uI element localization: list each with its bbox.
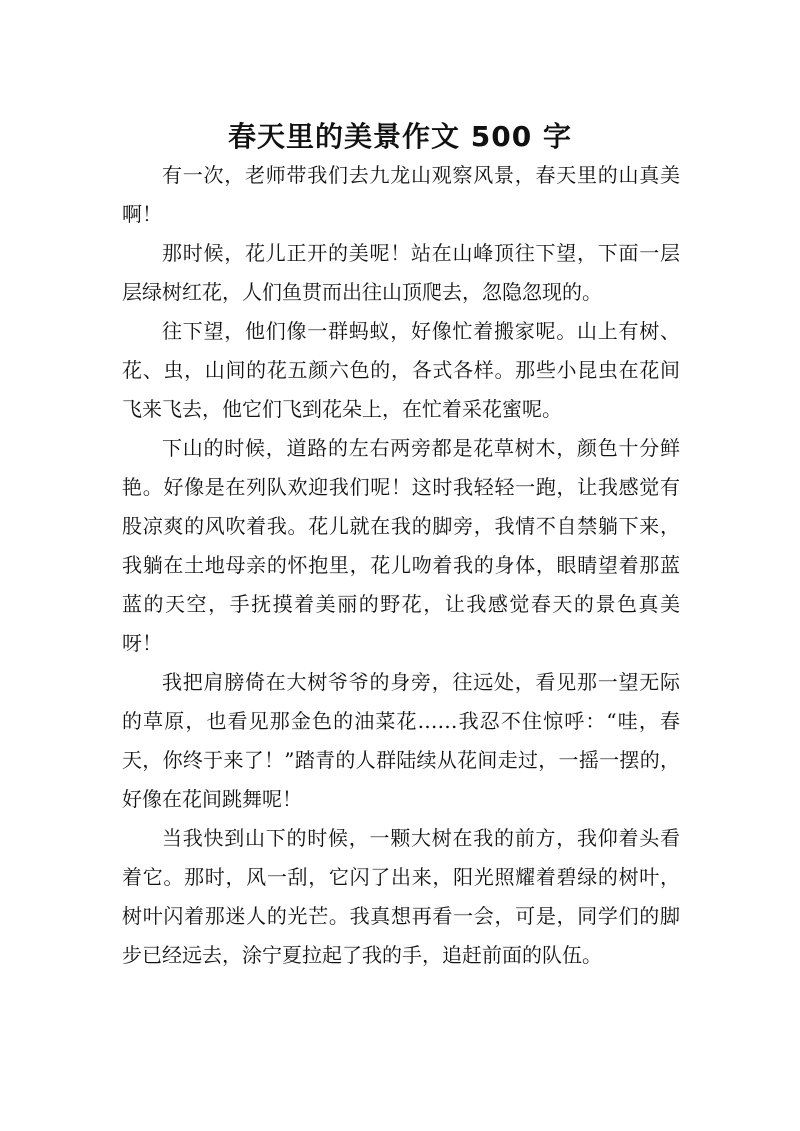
paragraph-1: 有一次，老师带我们去九龙山观察风景，春天里的山真美啊！ <box>122 163 680 226</box>
paragraph-5: 我把肩膀倚在大树爷爷的身旁，往远处，看见那一望无际的草原，也看见那金色的油菜花……我忍不住惊呼：“哇，春天，你终于来了！”踏青的人群陆续从花间走过，一摇一摆的，好像在花间跳舞呢！ <box>122 670 680 811</box>
page-title: 春天里的美景作文 500 字 <box>228 119 572 153</box>
paragraph-4: 下山的时候，道路的左右两旁都是花草树木，颜色十分鲜艳。好像是在列队欢迎我们呢！这时我轻轻一跑，让我感觉有股凉爽的风吹着我。花儿就在我的脚旁，我情不自禁躺下来，我躺在土地母亲的怀抱里，花儿吻着我的身体，眼睛望着那蓝蓝的天空，手抚摸着美丽的野花，让我感觉春天的景色真美呀！ <box>122 436 680 655</box>
paragraph-6: 当我快到山下的时候，一颗大树在我的前方，我仰着头看着它。那时，风一刮，它闪了出来，阳光照耀着碧绿的树叶，树叶闪着那迷人的光芒。我真想再看一会，可是，同学们的脚步已经远去，涂宁夏拉起了我的手，追赶前面的队伍。 <box>122 826 680 967</box>
paragraph-3: 往下望，他们像一群蚂蚁，好像忙着搬家呢。山上有树、花、虫，山间的花五颜六色的，各式各样。那些小昆虫在花间飞来飞去，他它们飞到花朵上，在忙着采花蜜呢。 <box>122 319 680 421</box>
paragraph-2: 那时候，花儿正开的美呢！站在山峰顶往下望，下面一层层绿树红花，人们鱼贯而出往山顶爬去，忽隐忽现的。 <box>122 241 680 304</box>
essay-body <box>122 156 680 975</box>
